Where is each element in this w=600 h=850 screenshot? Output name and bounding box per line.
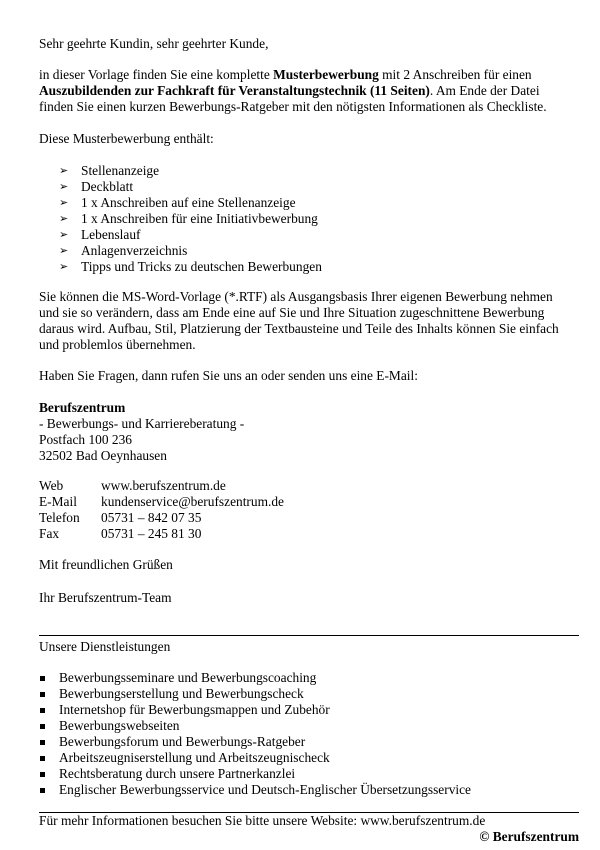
contact-label: E-Mail <box>39 494 77 509</box>
footer-info: Für mehr Informationen besuchen Sie bitte unsere Website: www.berufszentrum.de <box>39 813 486 828</box>
contact-label: Fax <box>39 526 60 541</box>
contact-row-web <box>39 478 284 494</box>
square-bullet-icon <box>40 772 45 777</box>
arrow-bullet-icon: ➢ <box>59 260 69 273</box>
fax-number: 05731 – 245 81 30 <box>101 526 202 541</box>
intro-line1-suffix: mit 2 Anschreiben für einen <box>378 67 532 82</box>
list-item: ➢ 1 x Anschreiben auf eine Stellenanzeige <box>59 195 296 210</box>
services-heading: Unsere Dienstleistungen <box>39 639 171 654</box>
list-item: ➢ 1 x Anschreiben für eine Initiativbewerbung <box>59 211 318 226</box>
intro-paragraph <box>39 67 547 115</box>
website-link[interactable]: www.berufszentrum.de <box>101 478 226 493</box>
copyright: © Berufszentrum <box>479 829 579 844</box>
arrow-bullet-icon: ➢ <box>59 196 69 209</box>
contact-row-fax <box>39 526 284 542</box>
email-link[interactable]: kundenservice@berufszentrum.de <box>101 494 284 509</box>
usage-paragraph <box>39 289 559 353</box>
company-tagline: - Bewerbungs- und Karriereberatung - <box>39 416 245 431</box>
contents-list <box>39 163 322 275</box>
list-item: ➢ Lebenslauf <box>59 227 141 242</box>
closing: Mit freundlichen Grüßen <box>39 557 173 572</box>
square-bullet-icon <box>40 724 45 729</box>
square-bullet-icon <box>40 708 45 713</box>
arrow-bullet-icon: ➢ <box>59 228 69 241</box>
usage-line: und sie so verändern, dass am Ende eine auf Sie und Ihre Situation zugeschnittene Bewerbung <box>39 305 545 320</box>
address-block <box>39 400 244 464</box>
list-item: Bewerbungswebseiten <box>39 718 471 734</box>
list-item: Rechtsberatung durch unsere Partnerkanzlei <box>39 766 471 782</box>
usage-line: daraus wird. Aufbau, Stil, Platzierung der Textbausteine und Teile des Inhalts können Sie einfach <box>39 321 559 336</box>
questions-line: Haben Sie Fragen, dann rufen Sie uns an oder senden uns eine E-Mail: <box>39 368 418 383</box>
phone-number: 05731 – 842 07 35 <box>101 510 202 525</box>
square-bullet-icon <box>40 788 45 793</box>
contact-label: Telefon <box>39 510 80 525</box>
arrow-bullet-icon: ➢ <box>59 180 69 193</box>
company-street: Postfach 100 236 <box>39 432 132 447</box>
contact-label: Web <box>39 478 64 493</box>
divider <box>39 635 579 636</box>
intro-line1-prefix: in dieser Vorlage finden Sie eine komplette <box>39 67 274 82</box>
list-item: Bewerbungsseminare und Bewerbungscoaching <box>39 670 471 686</box>
contact-row-email <box>39 494 284 510</box>
arrow-bullet-icon: ➢ <box>59 244 69 257</box>
square-bullet-icon <box>40 692 45 697</box>
signature: Ihr Berufszentrum-Team <box>39 590 172 605</box>
usage-line: und problemlos übernehmen. <box>39 337 196 352</box>
list-item: Bewerbungsforum und Bewerbungs-Ratgeber <box>39 734 471 750</box>
contents-heading: Diese Musterbewerbung enthält: <box>39 131 214 146</box>
greeting: Sehr geehrte Kundin, sehr geehrter Kunde, <box>39 36 269 51</box>
list-item: ➢ Anlagenverzeichnis <box>59 243 188 258</box>
company-city: 32502 Bad Oeynhausen <box>39 448 167 463</box>
list-item: ➢ Tipps und Tricks zu deutschen Bewerbungen <box>59 259 322 274</box>
contact-row-phone <box>39 510 284 526</box>
company-name: Berufszentrum <box>39 400 126 415</box>
list-item: Englischer Bewerbungsservice und Deutsch-Englischer Übersetzungsservice <box>39 782 471 798</box>
list-item: ➢ Stellenanzeige <box>59 163 160 178</box>
arrow-bullet-icon: ➢ <box>59 164 69 177</box>
services-list <box>39 670 471 798</box>
arrow-bullet-icon: ➢ <box>59 212 69 225</box>
square-bullet-icon <box>40 756 45 761</box>
list-item: Bewerbungserstellung und Bewerbungscheck <box>39 686 471 702</box>
intro-line3: finden Sie einen kurzen Bewerbungs-Ratgeber mit den nötigsten Informationen als Checkliste. <box>39 99 547 114</box>
list-item: Internetshop für Bewerbungsmappen und Zubehör <box>39 702 471 718</box>
intro-line2-bold: Auszubildenden zur Fachkraft für Veranstaltungstechnik (11 Seiten) <box>39 83 430 98</box>
list-item: Arbeitszeugniserstellung und Arbeitszeugnischeck <box>39 750 471 766</box>
contact-block <box>39 478 284 542</box>
intro-line1-bold: Musterbewerbung <box>273 67 379 82</box>
square-bullet-icon <box>40 676 45 681</box>
square-bullet-icon <box>40 740 45 745</box>
list-item: ➢ Deckblatt <box>59 179 134 194</box>
usage-line: Sie können die MS-Word-Vorlage (*.RTF) als Ausgangsbasis Ihrer eigenen Bewerbung nehmen <box>39 289 553 304</box>
intro-line2-suffix: . Am Ende der Datei <box>429 83 540 98</box>
